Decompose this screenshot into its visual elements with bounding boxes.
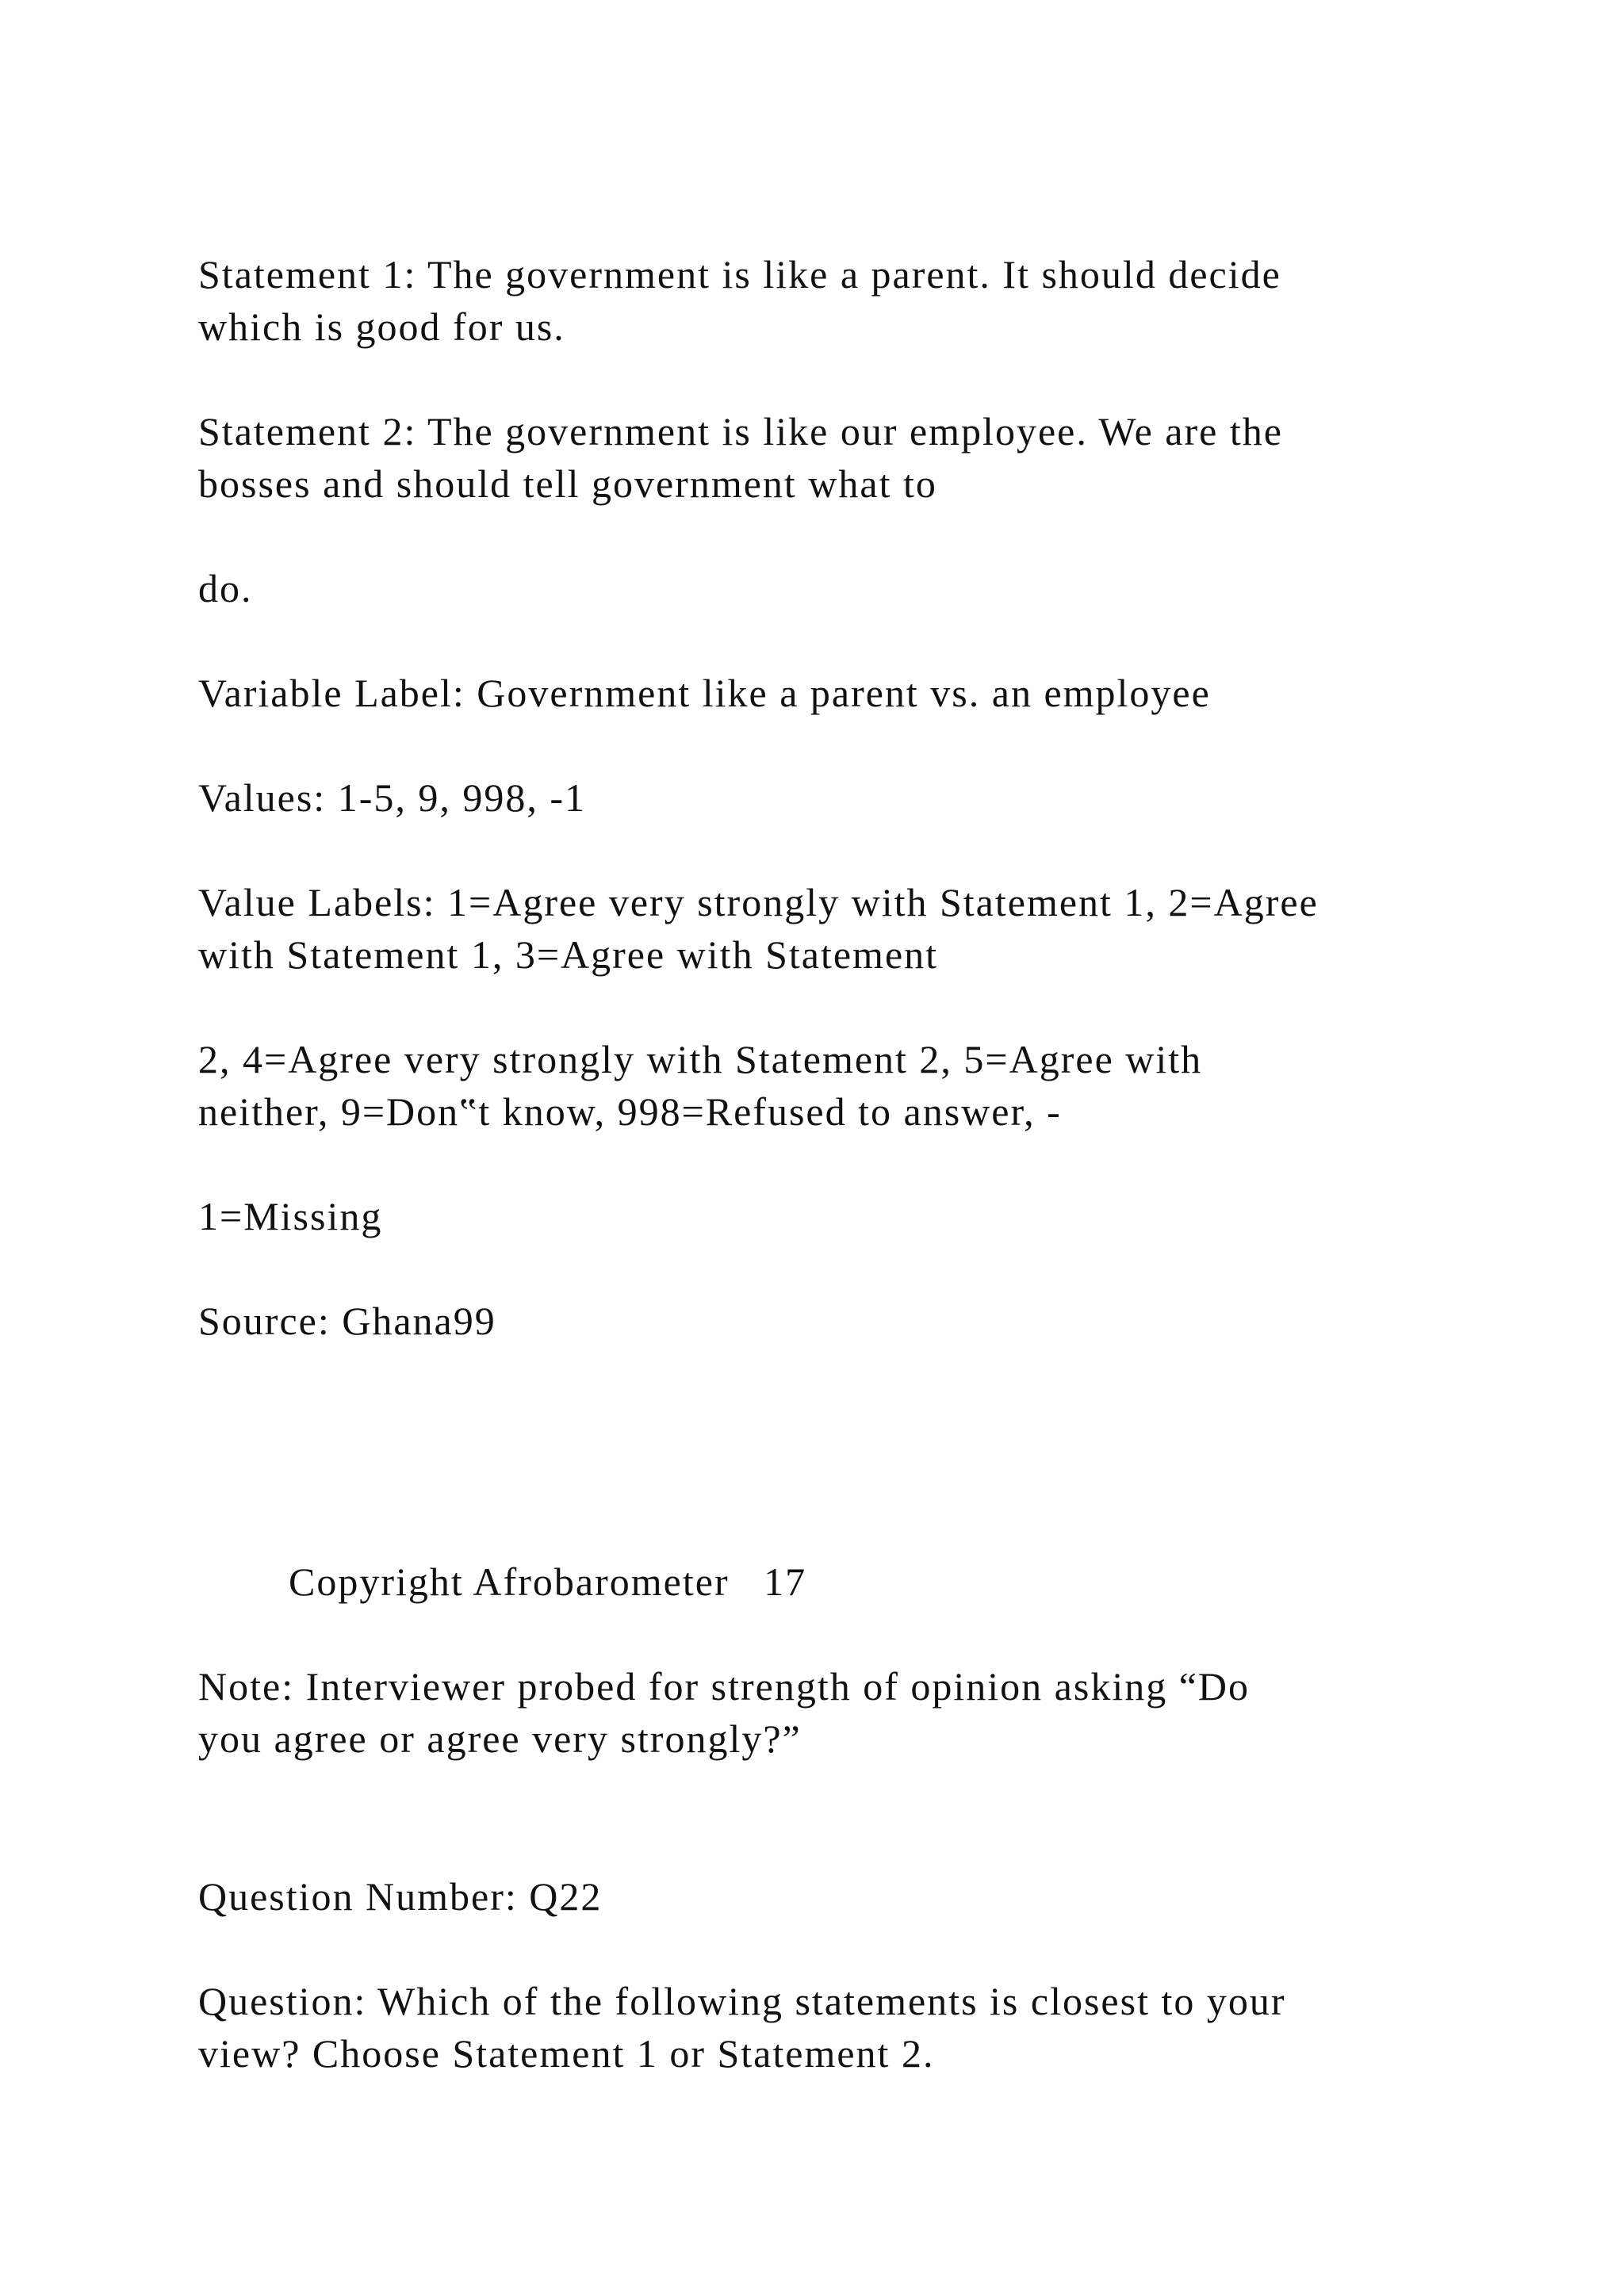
value-labels-part-2: 2, 4=Agree very strongly with Statement 2, 5=Agree with neither, 9=Don‟t know, 998=Refused to answer, - — [198, 1037, 1203, 1134]
question-text: Question: Which of the following statements is closest to your view? Choose Statement 1 or Statement 2. — [198, 1979, 1286, 2076]
copyright-footer: Copyright Afrobarometer 17 — [289, 1559, 807, 1604]
statement-2-continuation: do. — [198, 566, 253, 610]
variable-label: Variable Label: Government like a parent vs. an employee — [198, 671, 1211, 715]
value-labels-part-3: 1=Missing — [198, 1194, 383, 1238]
values-text: Values: 1-5, 9, 998, -1 — [198, 775, 586, 820]
statement-1-text: Statement 1: The government is like a parent. It should decide which is good for us. — [198, 252, 1281, 349]
note-text: Note: Interviewer probed for strength of opinion asking “Do you agree or agree very strongly?” — [198, 1664, 1251, 1761]
question-number: Question Number: Q22 — [198, 1874, 603, 1919]
value-labels-part-1: Value Labels: 1=Agree very strongly with Statement 1, 2=Agree with Statement 1, 3=Agree with Statement — [198, 880, 1319, 977]
statement-2-text: Statement 2: The government is like our employee. We are the bosses and should tell government what to — [198, 409, 1283, 506]
source-text: Source: Ghana99 — [198, 1299, 496, 1343]
